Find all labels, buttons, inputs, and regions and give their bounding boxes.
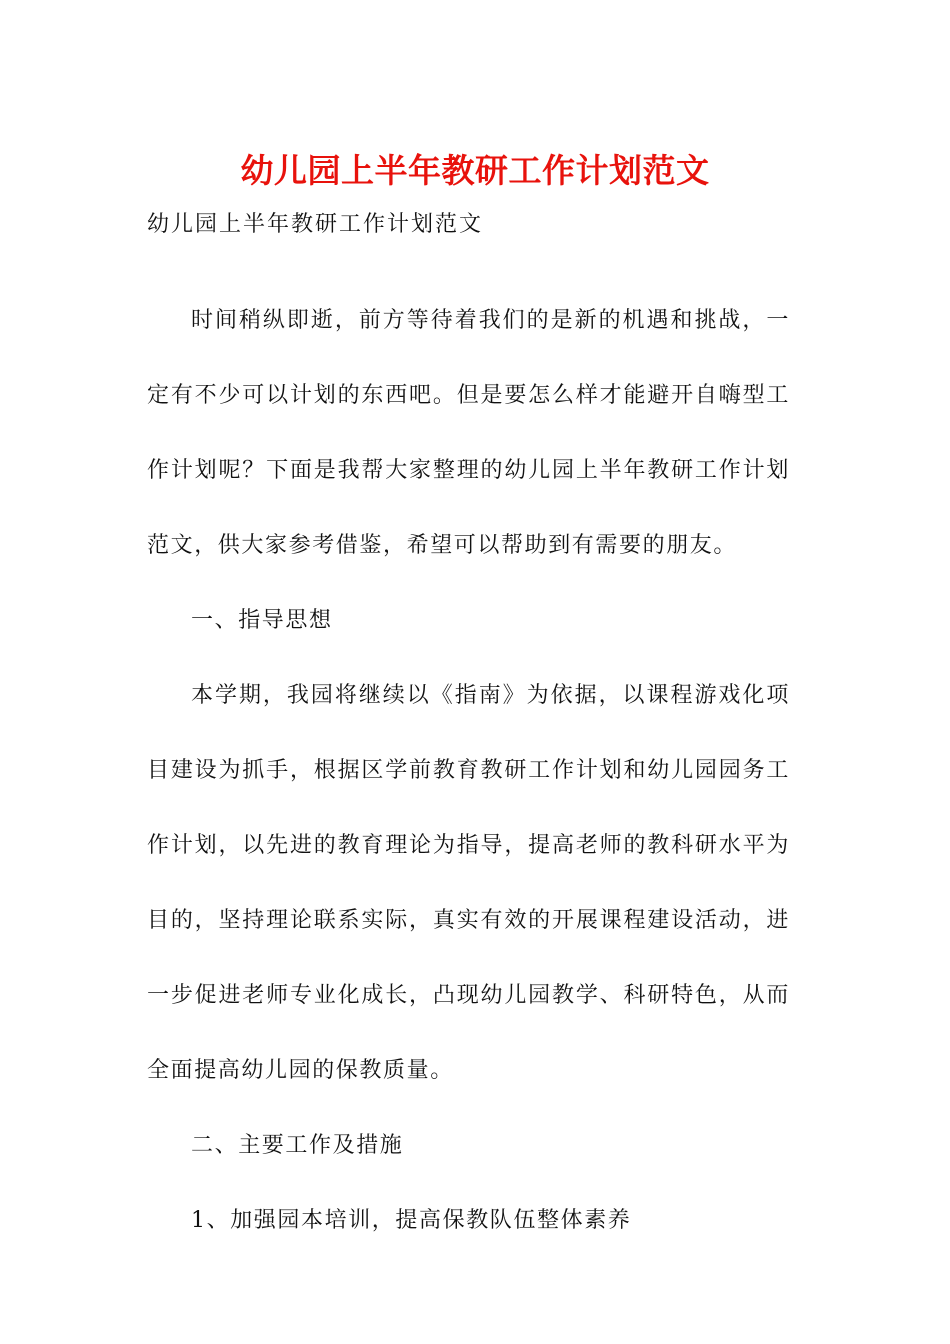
section-heading-main-work: 二、主要工作及措施	[191, 1133, 404, 1158]
intro-paragraph: 时间稍纵即逝，前方等待着我们的是新的机遇和挑战，一定有不少可以计划的东西吧。但是要怎么样才能避开自嗨型工作计划呢？下面是我帮大家整理的幼儿园上半年教研工作计划范文，供大家参考借鉴，希望可以帮助到有需要的朋友。	[147, 308, 790, 558]
document-subtitle: 幼儿园上半年教研工作计划范文	[147, 212, 484, 237]
document-body	[147, 283, 790, 1258]
document-title: 幼儿园上半年教研工作计划范文	[240, 151, 710, 190]
subsection-heading-training: 1、加强园本培训，提高保教队伍整体素养	[191, 1208, 632, 1233]
guiding-ideology-paragraph: 本学期，我园将继续以《指南》为依据，以课程游戏化项目建设为抓手，根据区学前教育教研工作计划和幼儿园园务工作计划，以先进的教育理论为指导，提高老师的教科研水平为目的，坚持理论联系实际，真实有效的开展课程建设活动，进一步促进老师专业化成长，凸现幼儿园教学、科研特色，从而全面提高幼儿园的保教质量。	[147, 683, 790, 1083]
section-heading-guiding-ideology: 一、指导思想	[191, 608, 333, 633]
